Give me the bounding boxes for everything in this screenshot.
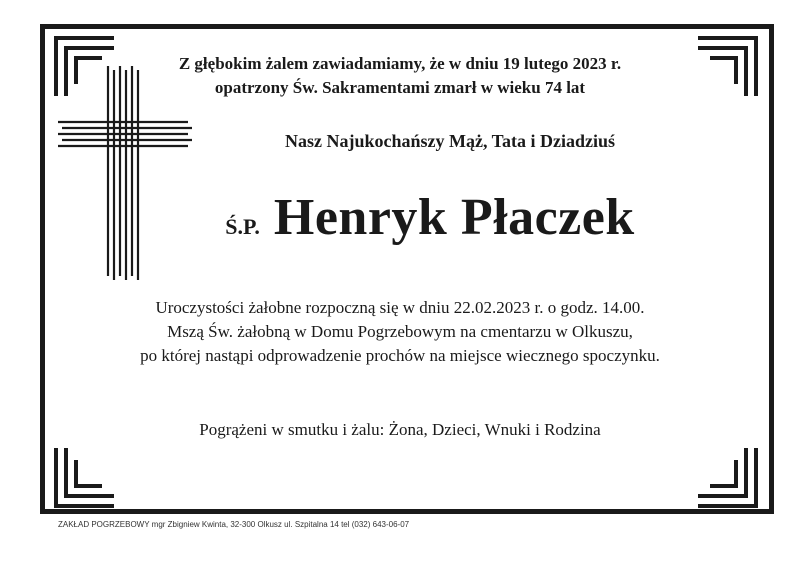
- intro-line-1: Z głębokim żalem zawiadamiamy, że w dniu 19 lutego 2023 r.: [178, 54, 622, 73]
- intro-text: [130, 52, 670, 100]
- ceremony-line-3: po której nastąpi odprowadzenie prochów na miejsce wiecznego spoczynku.: [140, 346, 660, 365]
- corner-ornament-bottom-right-icon: [690, 440, 760, 510]
- funeral-home-footer: ZAKŁAD POGRZEBOWY mgr Zbigniew Kwinta, 32-300 Olkusz ul. Szpitalna 14 tel (032) 643-06-07: [58, 520, 410, 529]
- ceremony-line-1: Uroczystości żałobne rozpoczną się w dniu 22.02.2023 r. o godz. 14.00.: [155, 298, 645, 317]
- intro-line-2: opatrzony Św. Sakramentami zmarł w wieku 74 lat: [214, 78, 586, 97]
- relation-subtitle: Nasz Najukochańszy Mąż, Tata i Dziadziuś: [284, 131, 616, 151]
- deceased-name: Henryk Płaczek: [273, 189, 635, 246]
- corner-ornament-top-right-icon: [690, 34, 760, 104]
- ceremony-line-2: Mszą Św. żałobną w Domu Pogrzebowym na cmentarzu w Olkuszu,: [167, 322, 633, 341]
- ceremony-details: [80, 296, 720, 368]
- deceased-name-row: [150, 188, 710, 258]
- mourners-text: Pogrążeni w smutku i żalu: Żona, Dzieci, Wnuki i Rodzina: [199, 420, 601, 439]
- corner-ornament-bottom-left-icon: [52, 440, 122, 510]
- name-prefix: Ś.P.: [225, 214, 260, 239]
